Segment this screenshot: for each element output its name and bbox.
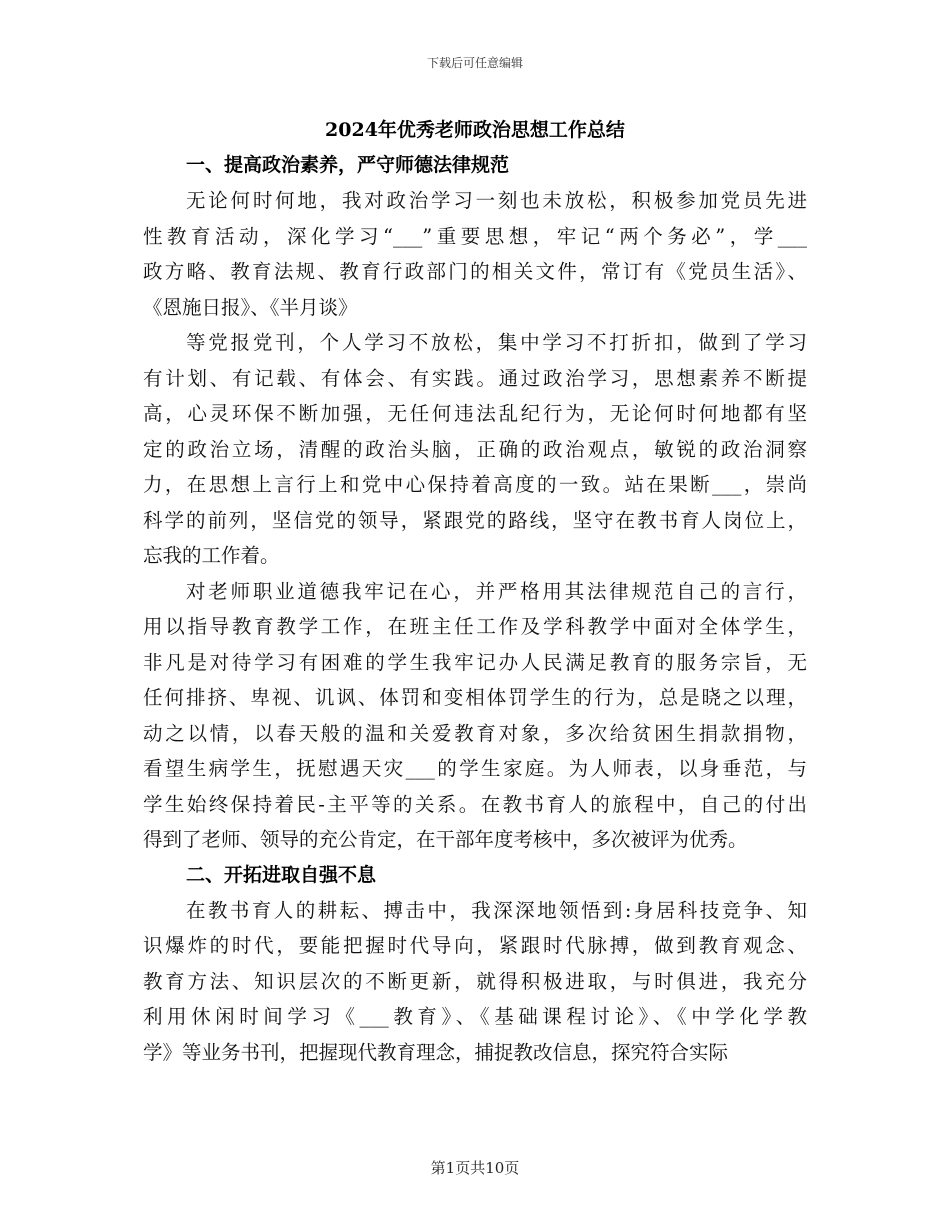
paragraph [143, 183, 807, 325]
text-line: 《恩施日报》、《半月谈》 [143, 295, 358, 319]
text-line: 用以指导教育教学工作，在班主任工作及学科教学中面对全体学生， [143, 615, 807, 638]
text-line: 学生始终保持着民-主平等的关系。在教书育人的旅程中，自己的付出 [143, 792, 807, 816]
text-line: 看望生病学生，抚慰遇天灾___的学生家庭。为人师表，以身垂范，与 [143, 757, 807, 780]
text-line: 非凡是对待学习有困难的学生我牢记办人民满足教育的服务宗旨，无 [143, 650, 807, 674]
section-heading: 一、提高政治素养，严守师德法律规范 [186, 154, 510, 176]
text-line: 识爆炸的时代，要能把握时代导向，紧跟时代脉搏，做到教育观念、 [143, 934, 807, 957]
page-footer: 第1页共10页 [430, 1159, 520, 1177]
text-line: 性教育活动，深化学习“___”重要思想，牢记“两个务必”，学___ [143, 224, 807, 248]
text-line: 对老师职业道德我牢记在心，并严格用其法律规范自己的言行， [186, 579, 807, 603]
section-heading: 二、开拓进取自强不息 [186, 863, 377, 886]
text-line: 高，心灵环保不断加强，无任何违法乱纪行为，无论何时何地都有坚 [143, 402, 807, 425]
header-note: 下载后可任意编辑 [426, 56, 523, 70]
text-line: 政方略、教育法规、教育行政部门的相关文件，常订有《党员生活》、 [143, 260, 807, 283]
text-line: 得到了老师、领导的充公肯定，在干部年度考核中，多次被评为优秀。 [143, 828, 748, 851]
paragraph [143, 574, 807, 858]
text-line: 忘我的工作着。 [143, 544, 280, 567]
text-line: 力，在思想上言行上和党中心保持着高度的一致。站在果断___，崇尚 [143, 473, 807, 496]
text-line: 在教书育人的耕耘、搏击中，我深深地领悟到:身居科技竞争、知 [186, 898, 807, 922]
text-line: 学》等业务书刊，把握现代教育理念，捕捉教改信息，探究符合实际 [143, 1040, 729, 1064]
document-body [143, 148, 807, 1070]
text-line: 任何排挤、卑视、讥讽、体罚和变相体罚学生的行为，总是晓之以理， [143, 686, 807, 709]
text-line: 定的政治立场，清醒的政治头脑，正确的政治观点，敏锐的政治洞察 [143, 437, 807, 461]
paragraph [143, 893, 807, 1071]
text-line: 有计划、有记载、有体会、有实践。通过政治学习，思想素养不断提 [143, 366, 807, 390]
text-line: 利用休闲时间学习《___教育》、《基础课程讨论》、《中学化学教 [143, 1005, 807, 1028]
paragraph [143, 325, 807, 574]
text-line: 等党报党刊，个人学习不放松，集中学习不打折扣，做到了学习 [186, 331, 807, 354]
text-line: 无论何时何地，我对政治学习一刻也未放松，积极参加党员先进 [186, 189, 807, 212]
text-line: 教育方法、知识层次的不断更新，就得积极进取，与时俱进，我充分 [143, 969, 807, 993]
document-title: 2024年优秀老师政治思想工作总结 [325, 119, 625, 141]
text-line: 动之以情，以春天般的温和关爱教育对象，多次给贫困生捐款捐物， [143, 721, 807, 745]
text-line: 科学的前列，坚信党的领导，紧跟党的路线，坚守在教书育人岗位上， [143, 508, 807, 532]
